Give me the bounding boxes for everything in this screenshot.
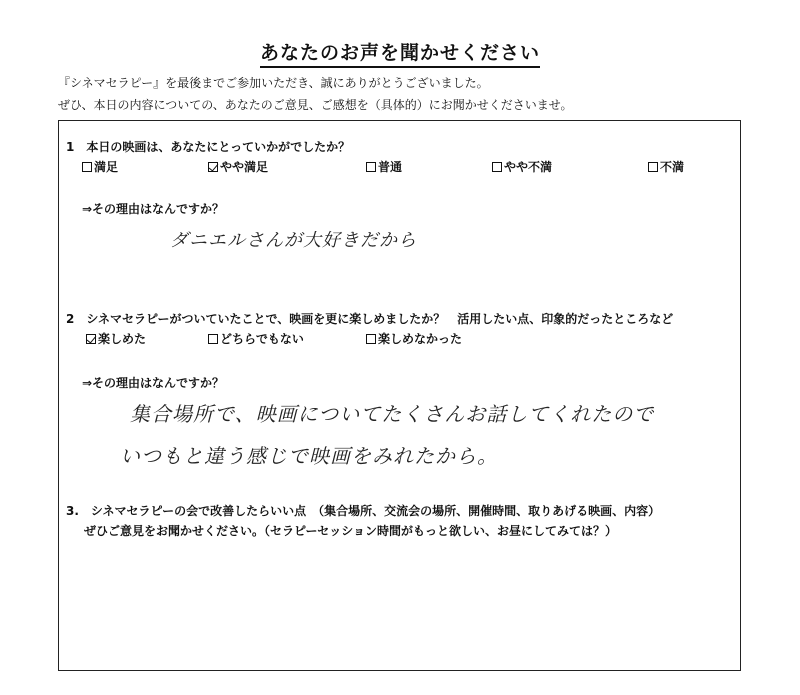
q1-reason-label: ⇒その理由はなんですか？ <box>82 202 225 216</box>
q1-option-somewhat-satisfied[interactable]: やや満足 <box>208 158 268 175</box>
q2-option-not-enjoyed[interactable]: 楽しめなかった <box>366 330 462 347</box>
checkbox-icon[interactable] <box>82 162 92 172</box>
checkbox-icon[interactable] <box>648 162 658 172</box>
checkbox-icon[interactable] <box>366 334 376 344</box>
q3-answer-area[interactable] <box>66 545 734 663</box>
question-2: 2 シネマセラピーがついていたことで、映画を更に楽しめましたか？ 活用したい点、印象的だったところなど <box>66 312 674 326</box>
q2-handwritten-answer-line-2[interactable]: いつもと違う感じで映画をみれたから。 <box>120 444 498 468</box>
question-3-subtext: ぜひご意見をお聞かせください。（セラピーセッション時間がもっと欲しい、お昼にしてみては？） <box>84 524 618 538</box>
question-3: 3. シネマセラピーの会で改善したらいい点 （集合場所、交流会の場所、開催時間、取りあげる映画、内容） <box>66 504 661 518</box>
q1-option-neutral[interactable]: 普通 <box>366 158 402 175</box>
q2-option-enjoyed[interactable]: 楽しめた <box>86 330 146 347</box>
q2-reason-label: ⇒その理由はなんですか？ <box>82 376 225 390</box>
intro-line-2: ぜひ、本日の内容についての、あなたのご意見、ご感想を（具体的）にお聞かせくださいませ。 <box>58 98 573 112</box>
checked-checkbox-icon[interactable] <box>208 162 218 172</box>
q1-handwritten-answer[interactable]: ダニエルさんが大好きだから <box>170 230 417 251</box>
q1-option-dissatisfied[interactable]: 不満 <box>648 158 684 175</box>
checkbox-icon[interactable] <box>366 162 376 172</box>
checkbox-icon[interactable] <box>208 334 218 344</box>
q2-handwritten-answer-line-1[interactable]: 集合場所で、映画についてたくさんお話してくれたので <box>130 402 655 426</box>
intro-line-1: 『シネマセラピー』を最後までご参加いただき、誠にありがとうございました。 <box>58 76 489 90</box>
q1-option-satisfied[interactable]: 満足 <box>82 158 118 175</box>
checked-checkbox-icon[interactable] <box>86 334 96 344</box>
q1-option-somewhat-dissatisfied[interactable]: やや不満 <box>492 158 552 175</box>
q2-option-neither[interactable]: どちらでもない <box>208 330 304 347</box>
question-1: 1 本日の映画は、あなたにとっていかがでしたか？ <box>66 140 351 154</box>
page-title: あなたのお声を聞かせください <box>0 38 800 65</box>
checkbox-icon[interactable] <box>492 162 502 172</box>
